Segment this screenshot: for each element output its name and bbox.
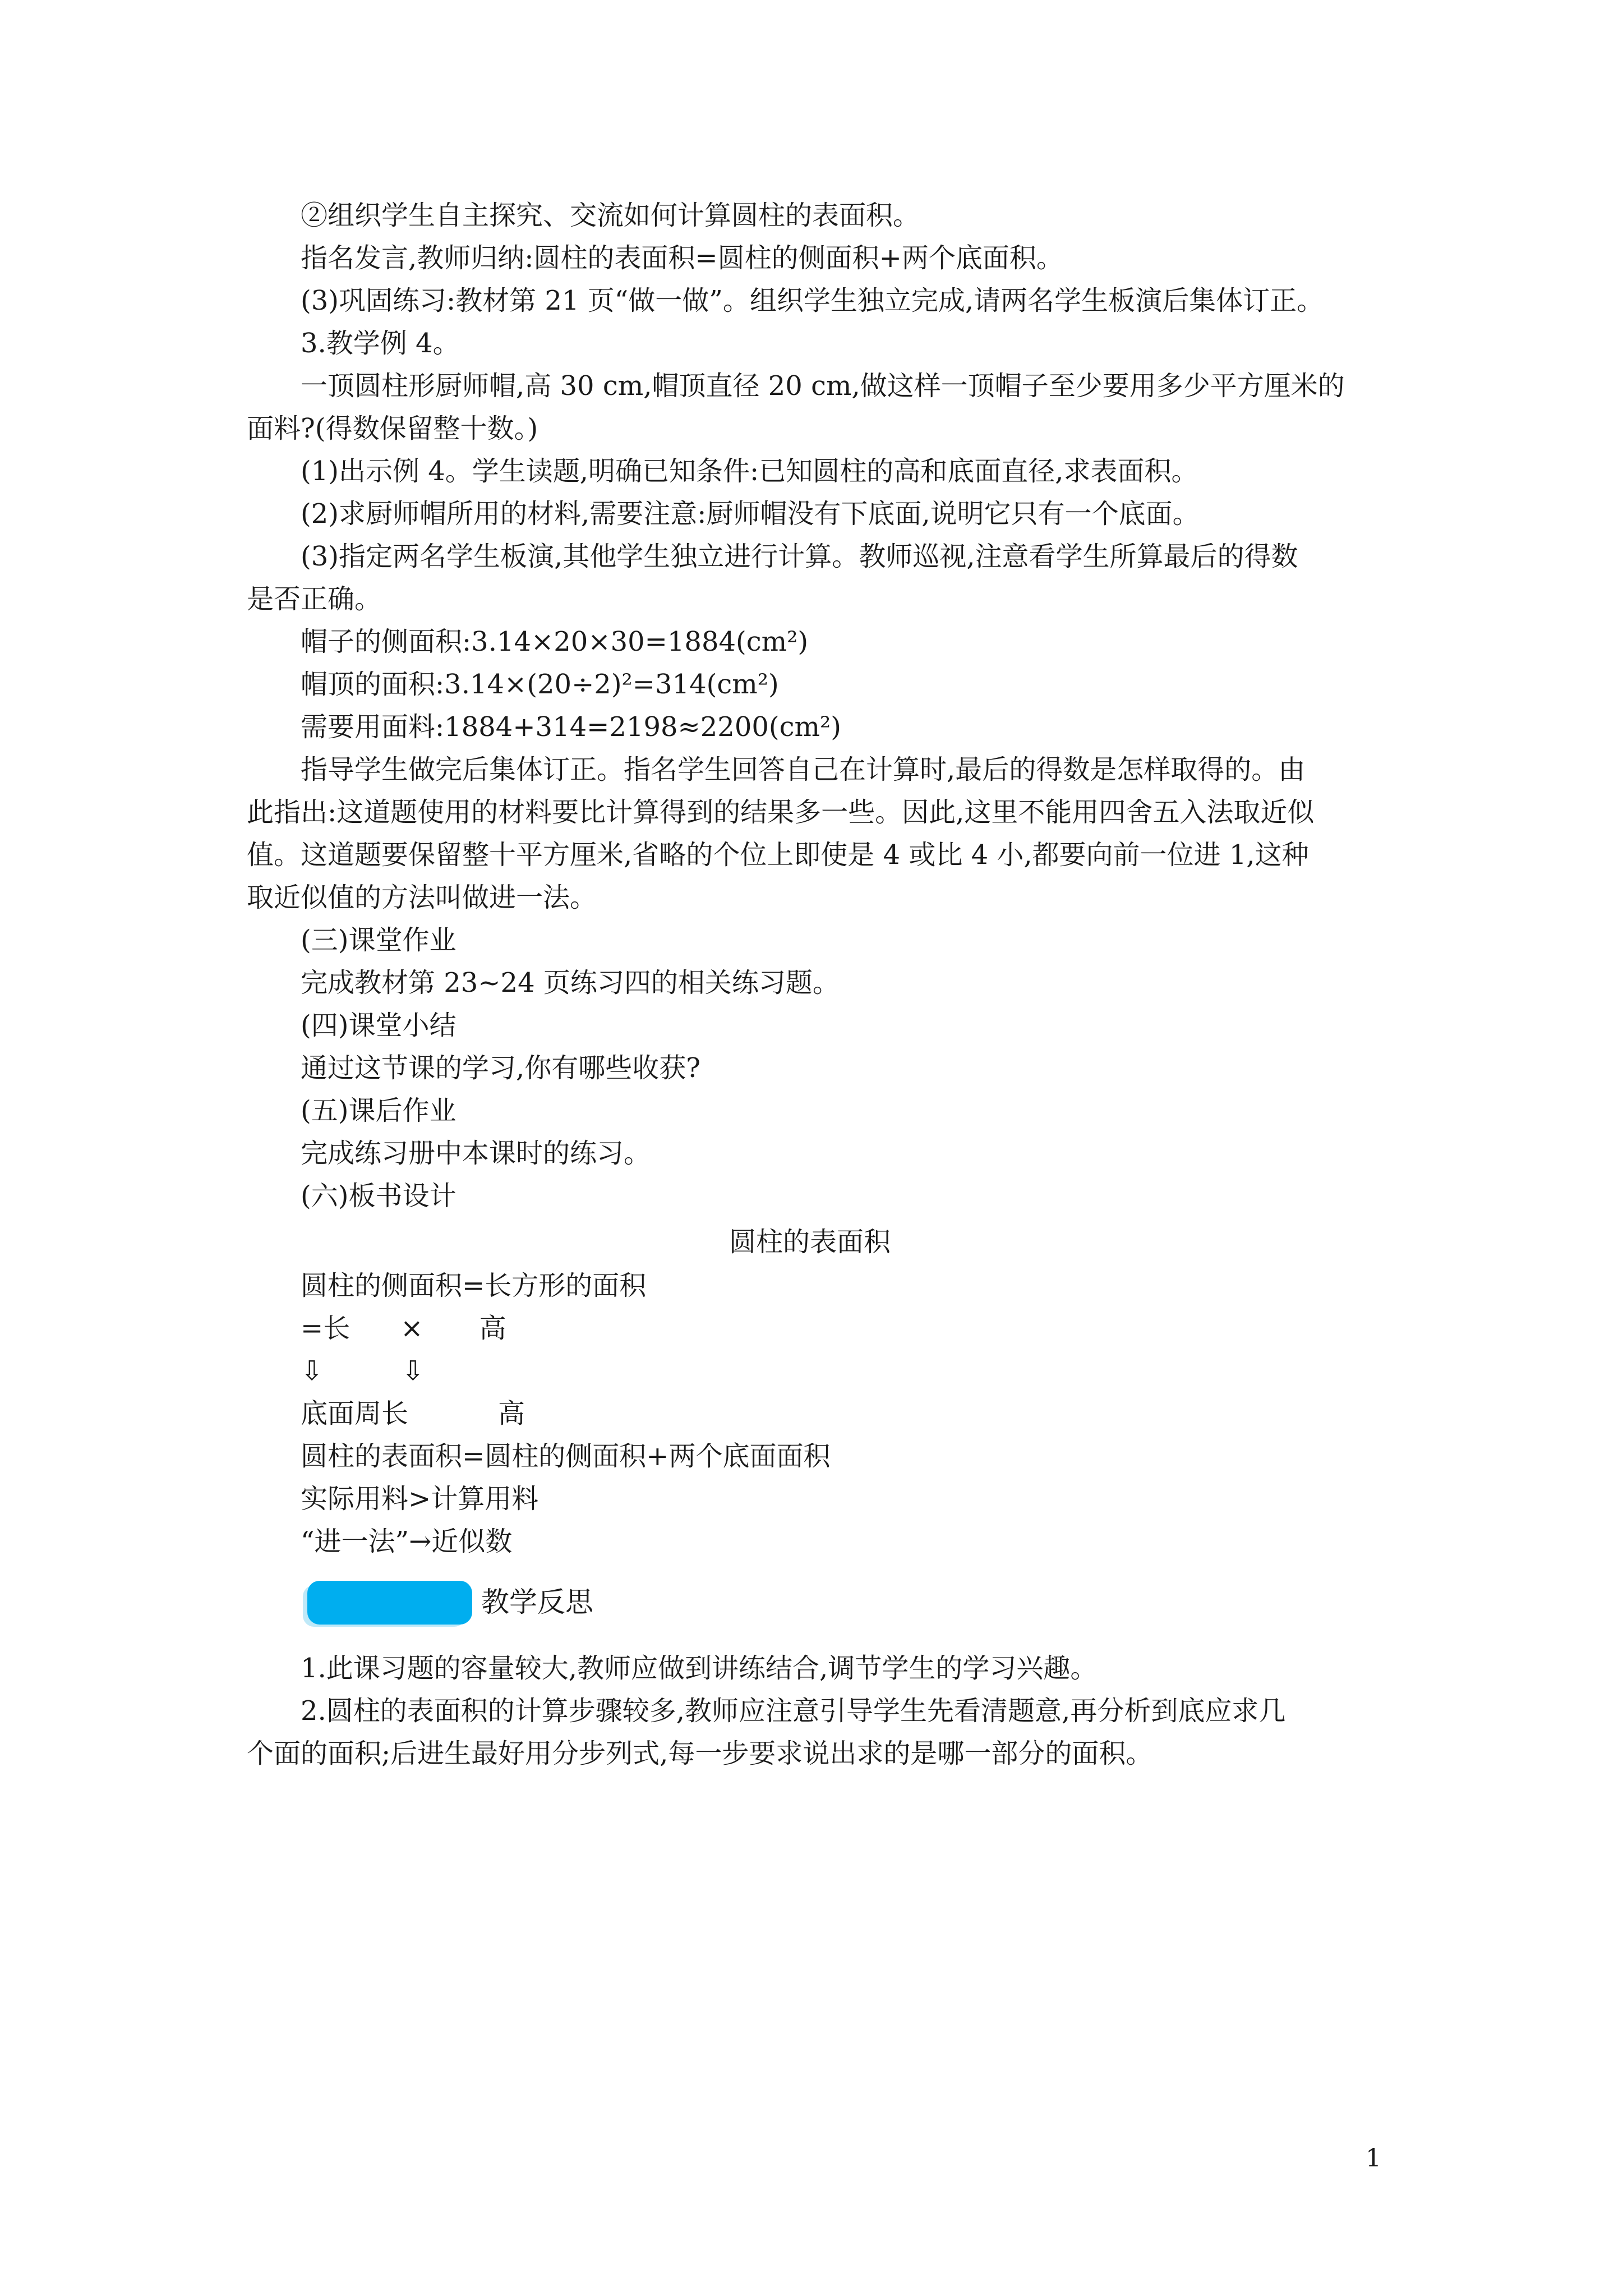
section-heading: (三)课堂作业 <box>301 924 457 956</box>
board-arrows <box>301 1353 424 1389</box>
paragraph-line: 完成教材第 23~24 页练习四的相关练习题。 <box>301 967 840 999</box>
formula-line: 帽顶的面积:3.14×(20÷2)²=314(cm²) <box>301 669 779 700</box>
board-line: 圆柱的侧面积=长方形的面积 <box>301 1270 647 1301</box>
paragraph-line: 指名发言,教师归纳:圆柱的表面积=圆柱的侧面积+两个底面积。 <box>301 242 1063 274</box>
section-heading: (六)板书设计 <box>301 1180 457 1212</box>
paragraph-line: (2)求厨师帽所用的材料,需要注意:厨师帽没有下底面,说明它只有一个底面。 <box>301 498 1200 530</box>
section-heading: 3.教学例 4。 <box>301 328 460 359</box>
board-height: 高 <box>479 1313 506 1344</box>
paragraph-line: 面料?(得数保留整十数。) <box>247 413 538 444</box>
paragraph-line: 指导学生做完后集体订正。指名学生回答自己在计算时,最后的得数是怎样取得的。由 <box>301 754 1306 785</box>
board-line <box>301 1310 506 1346</box>
down-arrow-icon: ⇩ <box>301 1355 324 1387</box>
paragraph-line: 此指出:这道题使用的材料要比计算得到的结果多一些。因此,这里不能用四舍五入法取近似 <box>247 797 1315 828</box>
reflection-line: 个面的面积;后进生最好用分步列式,每一步要求说出求的是哪一部分的面积。 <box>247 1738 1153 1769</box>
board-line: 圆柱的表面积=圆柱的侧面积+两个底面面积 <box>301 1441 831 1472</box>
board-title: 圆柱的表面积 <box>729 1226 891 1258</box>
board-line: 实际用料>计算用料 <box>301 1483 539 1515</box>
paragraph-line: 一顶圆柱形厨师帽,高 30 cm,帽顶直径 20 cm,做这样一顶帽子至少要用多少平方厘米的 <box>301 370 1345 402</box>
section-badge <box>307 1581 472 1625</box>
paragraph-line: (3)巩固练习:教材第 21 页“做一做”。组织学生独立完成,请两名学生板演后集体订正。 <box>301 285 1324 316</box>
times-symbol: × <box>400 1313 423 1344</box>
paragraph-line: (1)出示例 4。学生读题,明确已知条件:已知圆柱的高和底面直径,求表面积。 <box>301 455 1198 487</box>
section-heading: (四)课堂小结 <box>301 1010 457 1041</box>
reflection-line: 1.此课习题的容量较大,教师应做到讲练结合,调节学生的学习兴趣。 <box>301 1653 1098 1684</box>
paragraph-line: 是否正确。 <box>247 583 382 615</box>
reflection-heading: 教学反思 <box>481 1586 593 1618</box>
board-height: 高 <box>498 1398 525 1429</box>
paragraph-line: (3)指定两名学生板演,其他学生独立进行计算。教师巡视,注意看学生所算最后的得数 <box>301 541 1298 572</box>
board-base-circumference: 底面周长 <box>301 1398 409 1429</box>
board-line: “进一法”→近似数 <box>301 1526 513 1557</box>
section-heading: (五)课后作业 <box>301 1095 457 1126</box>
board-equals-long: =长 <box>301 1313 351 1344</box>
paragraph-line: ②组织学生自主探究、交流如何计算圆柱的表面积。 <box>301 200 920 231</box>
reflection-line: 2.圆柱的表面积的计算步骤较多,教师应注意引导学生先看清题意,再分析到底应求几 <box>301 1695 1286 1727</box>
board-line <box>301 1396 525 1432</box>
paragraph-line: 值。这道题要保留整十平方厘米,省略的个位上即使是 4 或比 4 小,都要向前一位进 1,这种 <box>247 839 1309 871</box>
paragraph-line: 通过这节课的学习,你有哪些收获? <box>301 1052 700 1084</box>
page-number: 1 <box>1366 2144 1381 2173</box>
formula-line: 帽子的侧面积:3.14×20×30=1884(cm²) <box>301 626 809 657</box>
formula-line: 需要用面料:1884+314=2198≈2200(cm²) <box>301 711 842 743</box>
down-arrow-icon: ⇩ <box>402 1355 425 1387</box>
paragraph-line: 完成练习册中本课时的练习。 <box>301 1138 651 1169</box>
paragraph-line: 取近似值的方法叫做进一法。 <box>247 882 597 913</box>
